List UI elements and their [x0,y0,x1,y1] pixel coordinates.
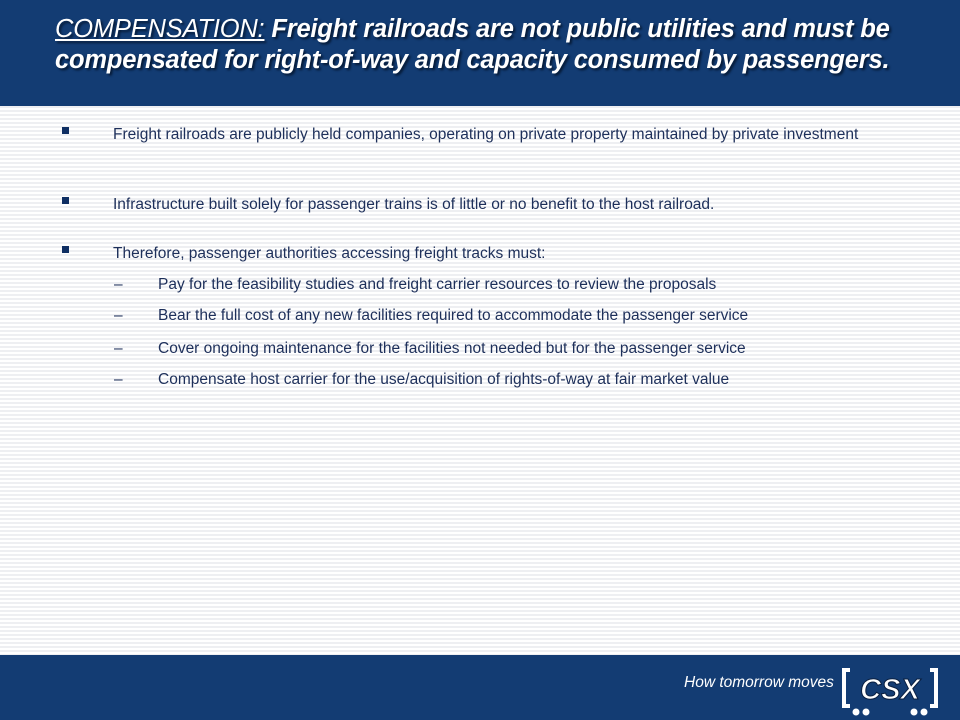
title-label: COMPENSATION: [55,15,265,43]
logo-wheel [911,709,918,716]
sub-bullet-dash: – [114,307,123,324]
sub-bullet-text: Pay for the feasibility studies and freight carrier resources to review the proposals [158,276,717,293]
csx-logo [840,664,940,718]
sub-bullet-text: Bear the full cost of any new facilities required to accommodate the passenger service [158,307,749,324]
bullet-text: Therefore, passenger authorities accessing freight tracks must: [113,245,546,262]
bullet-marker [62,246,69,253]
sub-bullet-dash: – [114,340,123,357]
logo-wheel [921,709,928,716]
logo-right-bracket [930,670,936,706]
title-bar [0,0,960,106]
logo-left-bracket [844,670,850,706]
footer-tagline: How tomorrow moves [684,674,834,691]
sub-bullet-dash: – [114,276,123,293]
sub-bullet-text: Compensate host carrier for the use/acquisition of rights-of-way at fair market value [158,371,730,388]
title-text: Freight railroads are not public utilities and must be compensated for right-of-way and capacity consumed by passengers. [55,15,890,74]
sub-bullet-text: Cover ongoing maintenance for the facilities not needed but for the passenger service [158,340,746,357]
logo-wheel [863,709,870,716]
bullet-text: Freight railroads are publicly held companies, operating on private property maintained by private investment [113,126,859,143]
bullet-text: Infrastructure built solely for passenger trains is of little or no benefit to the host railroad. [113,196,715,213]
sub-bullet-dash: – [114,371,123,388]
slide-title [55,14,935,76]
logo-wheel [853,709,860,716]
bullet-marker [62,127,69,134]
bullet-marker [62,197,69,204]
logo-wordmark: CSX [860,674,920,706]
